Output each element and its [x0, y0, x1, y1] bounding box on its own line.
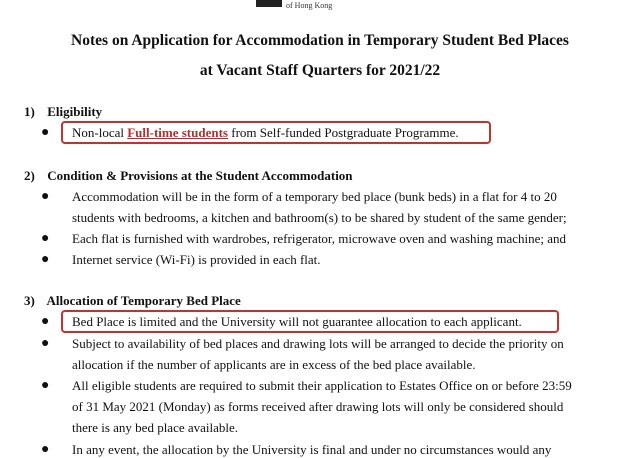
- allocation-line: In any event, the allocation by the University is final and under no circumstances would any: [72, 442, 552, 457]
- condition-line: Each flat is furnished with wardrobes, refrigerator, microwave oven and washing machine; and: [72, 231, 567, 246]
- bullet-icon: ●: [41, 336, 50, 351]
- section-heading-allocation: [24, 293, 241, 309]
- logo-text-line2: of Hong Kong: [286, 1, 333, 10]
- condition-line: Accommodation will be in the form of a temporary bed place (bunk beds) in a flat for 4 to 20: [72, 189, 557, 204]
- allocation-line: of 31 May 2021 (Monday) as forms received after drawing lots will only be considered should: [72, 399, 564, 414]
- bullet-icon: ●: [41, 314, 50, 329]
- text-fragment: from Self-funded Postgraduate Programme.: [227, 125, 459, 140]
- text-fragment: Non-local: [72, 125, 128, 140]
- allocation-line: allocation if the number of applicants are in excess of the bed place available.: [72, 357, 476, 372]
- university-logo: [250, 0, 370, 12]
- bullet-icon: ●: [41, 125, 50, 140]
- allocation-line: there is any bed place available.: [72, 420, 239, 435]
- section-number: 1): [24, 104, 35, 119]
- section-heading-eligibility: [24, 104, 102, 120]
- section-title: Eligibility: [47, 104, 103, 119]
- eligibility-text: [72, 125, 459, 141]
- bullet-icon: ●: [41, 442, 50, 457]
- allocation-line: Subject to availability of bed places and drawing lots will be arranged to decide the priority on: [72, 336, 564, 351]
- bullet-icon: ●: [41, 378, 50, 393]
- section-number: 3): [24, 293, 35, 308]
- section-number: 2): [24, 168, 35, 183]
- condition-line: students with bedrooms, a kitchen and bathroom(s) to be shared by student of the same gender;: [72, 210, 567, 225]
- logo-mark-icon: [256, 0, 282, 7]
- bullet-icon: ●: [41, 231, 50, 246]
- bullet-icon: ●: [41, 189, 50, 204]
- allocation-line: All eligible students are required to submit their application to Estates Office on or before 23:59: [72, 378, 572, 393]
- section-title: Condition & Provisions at the Student Accommodation: [47, 168, 353, 183]
- bullet-icon: ●: [41, 252, 50, 267]
- section-heading-conditions: [24, 168, 353, 184]
- document-title-line2: at Vacant Staff Quarters for 2021/22: [199, 62, 441, 79]
- section-title: Allocation of Temporary Bed Place: [46, 293, 241, 308]
- allocation-line: Bed Place is limited and the University will not guarantee allocation to each applicant.: [72, 314, 522, 329]
- condition-line: Internet service (Wi-Fi) is provided in each flat.: [72, 252, 321, 267]
- full-time-students-highlight: Full-time students: [127, 125, 228, 140]
- document-title-line1: Notes on Application for Accommodation in Temporary Student Bed Places: [71, 32, 569, 49]
